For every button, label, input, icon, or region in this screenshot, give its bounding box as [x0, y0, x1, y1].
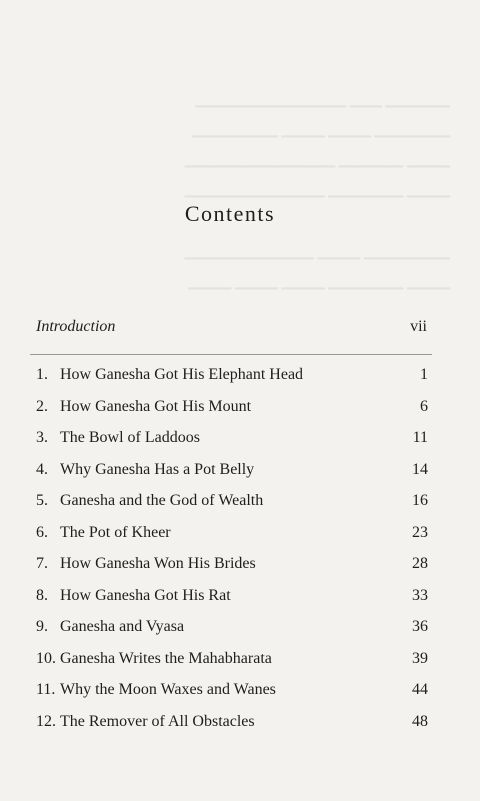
show-through-line: ▁▁▁▁ ▁▁▁▁▁▁ ▁▁▁▁▁▁▁▁▁▁▁▁▁▁ — [184, 153, 450, 168]
toc-list — [36, 366, 428, 744]
entry-page-number: 33 — [412, 586, 428, 604]
show-through-line: ▁▁▁▁ ▁▁▁▁▁▁▁ ▁▁▁▁▁▁▁▁▁▁▁▁▁ — [184, 183, 450, 198]
entry-page-number: 23 — [412, 523, 428, 541]
entry-number: 1. — [36, 366, 48, 383]
contents-heading: Contents — [184, 201, 276, 226]
toc-entry-5[interactable] — [36, 492, 428, 524]
entry-title: Ganesha Writes the Mahabharata — [60, 649, 272, 667]
entry-page-number: 48 — [412, 712, 428, 730]
entry-page-number: 16 — [412, 492, 428, 509]
toc-entry-11[interactable] — [36, 681, 428, 713]
introduction-label: Introduction — [36, 318, 116, 335]
toc-entry-4[interactable] — [36, 461, 428, 493]
toc-entry-7[interactable] — [36, 555, 428, 587]
entry-page-number: 1 — [420, 366, 428, 383]
entry-number: 4. — [36, 460, 48, 478]
entry-title: The Pot of Kheer — [60, 523, 171, 541]
entry-page-number: 39 — [412, 649, 428, 667]
introduction-page-number: vii — [410, 318, 427, 335]
entry-title: How Ganesha Got His Mount — [60, 397, 252, 415]
entry-title: Why Ganesha Has a Pot Belly — [60, 460, 255, 478]
toc-entry-2[interactable] — [36, 398, 428, 430]
show-through-line: ▁▁▁▁▁▁▁ ▁▁▁▁ ▁▁▁▁ ▁▁▁▁▁▁▁▁ — [191, 123, 450, 138]
entry-title: Ganesha and Vyasa — [60, 618, 185, 635]
toc-entry-3[interactable] — [36, 429, 428, 461]
entry-title: How Ganesha Won His Brides — [60, 555, 256, 572]
toc-entry-9[interactable] — [36, 618, 428, 650]
entry-title: How Ganesha Got His Rat — [60, 586, 231, 604]
entry-number: 3. — [36, 429, 48, 446]
entry-page-number: 28 — [412, 555, 428, 572]
toc-entry-12[interactable] — [36, 713, 428, 745]
show-through-line: ▁▁▁▁ ▁▁▁▁▁▁▁ ▁▁▁▁ ▁▁▁▁ ▁▁▁▁ — [188, 275, 450, 290]
toc-entry-6[interactable] — [36, 524, 428, 556]
entry-title: Ganesha and the God of Wealth — [60, 492, 264, 509]
entry-number: 9. — [36, 618, 48, 635]
entry-number: 8. — [36, 586, 48, 604]
toc-entry-10[interactable] — [36, 650, 428, 682]
show-through-line: ▁▁▁▁▁▁▁▁ ▁▁▁▁ ▁▁▁▁▁▁▁▁▁▁▁▁ — [184, 245, 450, 260]
introduction-entry[interactable] — [36, 318, 427, 336]
entry-number: 2. — [36, 397, 48, 415]
entry-number: 10. — [36, 649, 56, 667]
entry-number: 11. — [36, 681, 56, 698]
entry-number: 5. — [36, 492, 48, 509]
entry-page-number: 11 — [412, 429, 428, 446]
toc-entry-8[interactable] — [36, 587, 428, 619]
entry-title: Why the Moon Waxes and Wanes — [60, 681, 276, 698]
divider-line — [30, 354, 432, 355]
entry-page-number: 6 — [420, 397, 428, 415]
entry-number: 12. — [36, 712, 56, 730]
entry-page-number: 44 — [412, 681, 428, 698]
entry-page-number: 36 — [412, 618, 428, 635]
entry-title: How Ganesha Got His Elephant Head — [60, 366, 304, 383]
show-through-line: ▁▁▁▁▁▁ ▁▁▁ ▁▁▁▁▁▁▁▁▁▁▁▁▁▁ — [195, 93, 450, 108]
toc-entry-1[interactable] — [36, 366, 428, 398]
entry-title: The Bowl of Laddoos — [60, 429, 200, 446]
entry-page-number: 14 — [412, 460, 428, 478]
entry-number: 6. — [36, 523, 48, 541]
entry-title: The Remover of All Obstacles — [60, 712, 255, 730]
entry-number: 7. — [36, 555, 48, 572]
